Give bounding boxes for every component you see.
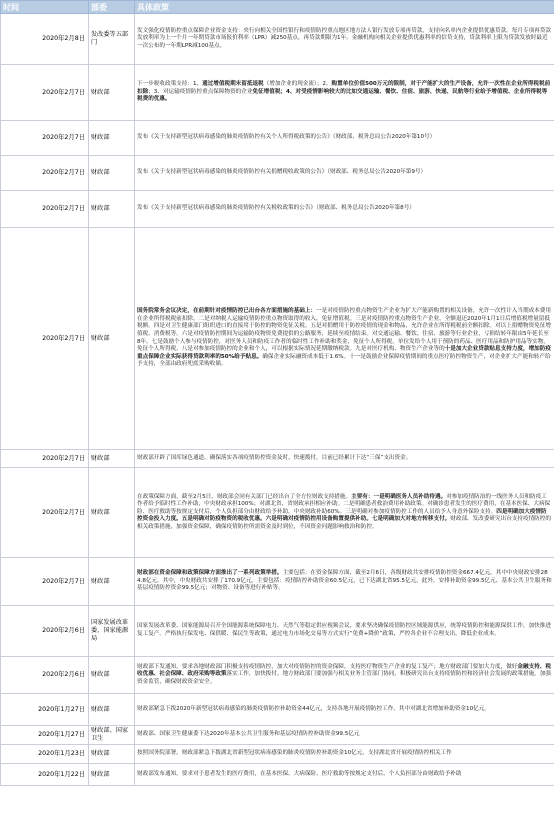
row-dept: 财政部	[89, 657, 135, 694]
table-row	[1, 191, 554, 228]
row-content: 财政部发布通知，要求对于患者发生的医疗费用，在基本医保、大病保险、医疗救助等按规定支付后，个人负担部分由财政给予补助	[135, 764, 554, 786]
row-content: 国家发展改革委、国家能源局召开全国能源系统保障电力、天然气等稳定供应视频会议，要求坚决确保疫情防控区域能源供应，统筹疫情防控和能源保供工作，加快推进复工复产。严格执行保发电、保供暖、保民生等政策，通过电力市场化交易等方式实行“免费+降价”政策，严控各企业不合理支出，降低企业成本。	[135, 606, 554, 657]
row-dept: 财政部	[89, 468, 135, 558]
table-row	[1, 156, 554, 191]
header-date: 时间	[1, 1, 89, 14]
table-row	[1, 468, 554, 558]
row-date: 2020年2月7日	[1, 558, 89, 606]
row-dept: 财政部	[89, 558, 135, 606]
row-date: 2020年1月23日	[1, 745, 89, 764]
row-content: 下一步税收政策支持：1、通过增值税期末留抵退税（增加企业的现金流）；2、购置单位价值500万元的限制，对于产能扩大的生产设备，允许一次性在企业所得税税前扣除；3、对运输疫情防控重点保障物资的企业免征增值税；4、对受疫情影响较大的比如交通运输、餐饮、住宿、旅游、快递、民航等行业给予增值税、企业所得税等税费的优惠。	[135, 65, 554, 121]
row-date: 2020年1月22日	[1, 764, 89, 786]
row-date: 2020年1月27日	[1, 694, 89, 726]
table-row	[1, 228, 554, 450]
table-row	[1, 606, 554, 657]
row-date: 2020年1月27日	[1, 726, 89, 745]
row-dept: 财政部	[89, 121, 135, 156]
header-dept: 部委	[89, 1, 135, 14]
row-content: 发文强化疫情防控重点保障企业资金支持：央行向相关全国性银行和疫情防控重点地区地方法人银行发放专项再贷款，支持向名单内企业提供优惠贷款。每月专项再贷款发放利率为上一个月一年期贷款市场报价利率（LPR）减250基点。再贷款期限为1年。金融机构向相关企业提供优惠利率的信贷支持，贷款利率上限为贷款发放时最近一次公布的一年期LPR减100基点。	[135, 14, 554, 65]
row-dept: 财政部	[89, 65, 135, 121]
row-content: 财政部开辟了国库绿色通道，确保落实各项疫情防控资金及时、快速拨付，目前已经累计下达“三保”支出资金。	[135, 450, 554, 468]
row-content: 财政部紧急下拨2020年新型冠状病毒感染的肺炎疫情防控补助资金44亿元，支持各地开展疫情防控工作，其中对湖北省增加补助资金10亿元。	[135, 694, 554, 726]
table-row	[1, 764, 554, 786]
table-row	[1, 450, 554, 468]
row-date: 2020年2月6日	[1, 657, 89, 694]
row-content: 发布《关于支持新型冠状病毒感染的肺炎疫情防控有关税收政策的公告》（财政部、税务总局公告2020年第8号）	[135, 191, 554, 228]
row-dept: 财政部	[89, 156, 135, 191]
row-dept: 财政部	[89, 694, 135, 726]
row-dept: 财政部	[89, 450, 135, 468]
row-content: 发布《关于支持新型冠状病毒感染的肺炎疫情防控有关捐赠税收政策的公告》（财政部、税务总局公告2020年第9号）	[135, 156, 554, 191]
row-date: 2020年2月7日	[1, 228, 89, 450]
table-header-row	[1, 1, 554, 14]
table-row	[1, 65, 554, 121]
table-row	[1, 657, 554, 694]
table-row	[1, 14, 554, 65]
table-row	[1, 726, 554, 745]
row-content: 财政部下发通知，要求各地财政部门积极支持疫情防控，加大对疫情防控的资金保障，支持医疗物资生产企业的复工复产；地方财政部门要加大力度，做好金融支持、税收优惠、社会保障、政府采购等政策落实工作，加快拨付。地方财政部门要加强与相关业务主管部门协同，积极研究出台支持疫情防控和经济社会发展的政策措施，加强资金监管，确保财政资金安全。	[135, 657, 554, 694]
row-content: 国务院常务会议决定，在前期针对疫情防控已出台各方面措施的基础上：一是对疫情防控重点物资生产企业为扩大产能新购置的相关设备，允许一次性计入当期成本费用在企业所得税税前扣除。二是对纳税人运输疫情防控重点物资取得的收入，免征增值税。三是对疫情防控重点物资生产企业，全额退还2020年1月1日后增值税增量留抵税额。四是对卫生健康部门组织进口的直接用于防控的物资免征关税。五是对捐赠用于防控疫情的现金和物品，允许企业在所得税税前全额扣除。对以上捐赠物资免征增值税、消费税等。六是对疫情防控期间为运输防疫物资免费提供的公路服务，延续至疫情结束。对交通运输、餐饮、住宿、旅游等行业企业，亏损结转年限由5年延长至8年。七是鼓励个人参与疫情防控，对医务人员和防疫工作者的临时性工作补助和奖金，免征个人所得税。单位发给个人用于预防的药品、医疗用品和防护用品等实物，免征个人所得税。八是对参加疫情防控的企业和个人，可以根据实际情况延期缴纳税款。九是对医疗机构、物资生产企业等的十是加大企业贷款贴息支持力度，增加防疫重点保障企业实际获得贷款利率的50%给予贴息。确保企业实际融资成本低于1.6%。十一是鼓励企业保障疫情期间的重点医疗防控物资生产，对企业扩大产能和转产给予支持，全部由政府兜底采购收储。	[135, 228, 554, 450]
row-content: 财政部在资金保障和政策保障方面推出了一系列政策举措。主要包括：在资金保障方面，截至2月6日，各级财政共安排疫情防控资金667.4亿元，其中中央财政安排284.8亿元。其中，中央财政共安排了170.9亿元。主要包括：疫情防控补助资金60.5亿元，已下达湖北省95.5亿元，此外，安排补助资金99.5亿元、基本公共卫生服务和基层疫情防控资金99.5亿元；对物资、设备等进行补贴等。	[135, 558, 554, 606]
row-date: 2020年2月6日	[1, 606, 89, 657]
row-content: 在政策保障方面，截至2月5日，财政部会同有关部门已经出台了全方位财政支持措施。主要有：一是明确医务人员补助待遇。对参加疫情防治的一线医务人员和防疫工作者给予临时性工作补助，中央财政承担100%；对湖北省，省财政承担相应补助。二是明确患者救治费用补助政策。对确诊患者发生的医疗费用，在基本医保、大病保险、医疗救助等按规定支付后，个人负担部分由财政给予补助，中央财政补助60%。三是明确对参加疫情防控工作的人员给予人身意外保险支持。四是明确加大疫情防控资金投入力度。五是明确对防疫物资的税收优惠。六是明确对疫情防控用设备购置提供补助。七是明确加大对地方转移支付。财政部、发改委研究出台支持疫情防控的相关政策措施，加强资金保障，确保疫情防控所需资金及时到位，不因资金问题影响救治和防控。	[135, 468, 554, 558]
table-row	[1, 558, 554, 606]
table-row	[1, 745, 554, 764]
row-dept: 发改委等五部门	[89, 14, 135, 65]
row-content: 财政部、国家卫生健康委下达2020年基本公共卫生服务和基层疫情防控补助资金99.5亿元	[135, 726, 554, 745]
table-row	[1, 694, 554, 726]
table-row	[1, 121, 554, 156]
row-dept: 财政部	[89, 191, 135, 228]
row-date: 2020年2月7日	[1, 191, 89, 228]
row-dept: 国家发展改革委、国家能源局	[89, 606, 135, 657]
row-content: 发布《关于支持新型冠状病毒感染的肺炎疫情防控有关个人所得税政策的公告》（财政部、税务总局公告2020年第10号）	[135, 121, 554, 156]
row-date: 2020年2月7日	[1, 450, 89, 468]
row-date: 2020年2月7日	[1, 468, 89, 558]
row-dept: 财政部、国家卫生	[89, 726, 135, 745]
row-date: 2020年2月7日	[1, 65, 89, 121]
row-dept: 财政部	[89, 228, 135, 450]
row-date: 2020年2月7日	[1, 121, 89, 156]
row-dept: 财政部	[89, 745, 135, 764]
row-date: 2020年2月7日	[1, 156, 89, 191]
row-dept: 财政部	[89, 764, 135, 786]
row-date: 2020年2月8日	[1, 14, 89, 65]
row-content: 按照国务院部署，财政部紧急下拨湖北省新型冠状病毒感染的肺炎疫情防控补助资金10亿元，支持湖北省开展疫情防控相关工作	[135, 745, 554, 764]
header-content: 具体政策	[135, 1, 554, 14]
